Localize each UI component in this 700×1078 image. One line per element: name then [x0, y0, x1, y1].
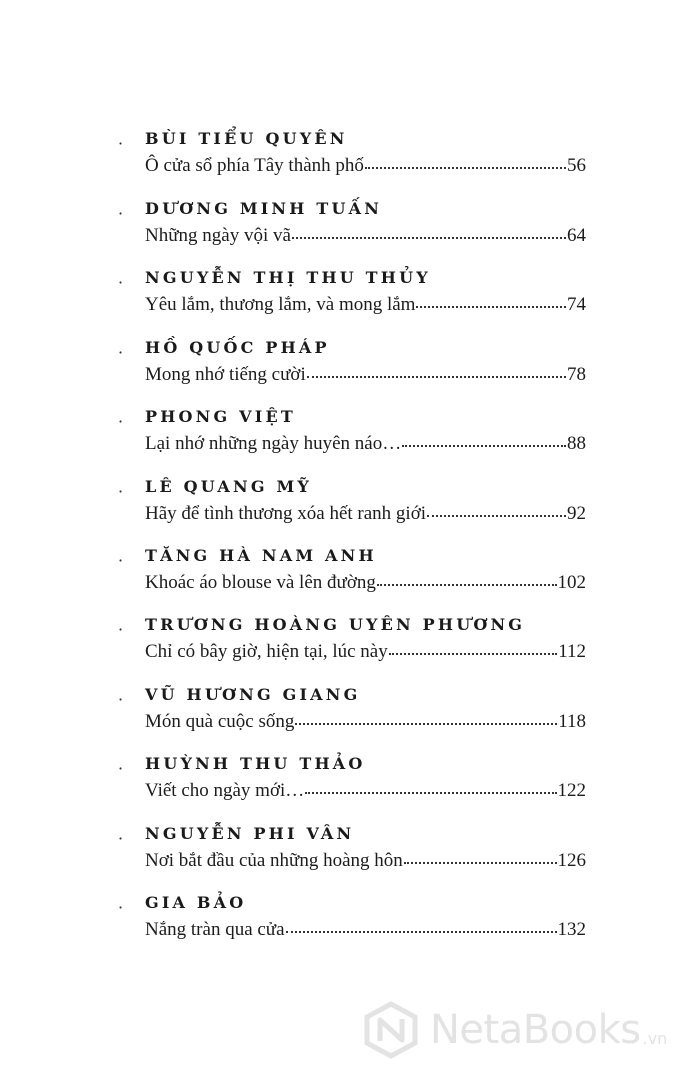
- toc-line: [145, 154, 586, 178]
- toc-entry: [0, 614, 700, 684]
- author-name: LÊ QUANG MỸ: [145, 477, 313, 496]
- toc-line: [145, 502, 586, 526]
- watermark-logo: [362, 1000, 692, 1060]
- toc-line: [145, 432, 586, 456]
- chapter-title: Nắng tràn qua cửa: [145, 919, 285, 940]
- watermark-brand: NetaBooks: [430, 1007, 641, 1053]
- bullet: ·: [118, 759, 124, 778]
- bullet: ·: [118, 412, 124, 431]
- author-name: VŨ HƯƠNG GIANG: [145, 685, 361, 704]
- author-name: TRƯƠNG HOÀNG UYÊN PHƯƠNG: [145, 615, 526, 634]
- dot-leader: [416, 305, 566, 308]
- page-number: 88: [567, 433, 586, 454]
- toc-entry: [0, 337, 700, 407]
- page-number: 78: [567, 364, 586, 385]
- toc-line: [145, 224, 586, 248]
- chapter-title: Yêu lắm, thương lắm, và mong lắm: [145, 294, 416, 315]
- toc-entry: [0, 892, 700, 962]
- chapter-title: Chỉ có bây giờ, hiện tại, lúc này: [145, 641, 388, 662]
- dot-leader: [305, 791, 556, 794]
- author-name: TĂNG HÀ NAM ANH: [145, 546, 377, 565]
- dot-leader: [377, 583, 557, 586]
- chapter-title: Khoác áo blouse và lên đường: [145, 572, 376, 593]
- bullet: ·: [118, 482, 124, 501]
- author-name: GIA BẢO: [145, 893, 247, 912]
- dot-leader: [427, 514, 566, 517]
- bullet: ·: [118, 343, 124, 362]
- dot-leader: [389, 652, 557, 655]
- dot-leader: [404, 861, 557, 864]
- bullet: ·: [118, 551, 124, 570]
- page-number: 118: [558, 711, 586, 732]
- bullet: ·: [118, 620, 124, 639]
- page-number: 112: [558, 641, 586, 662]
- chapter-title: Những ngày vội vã: [145, 225, 291, 246]
- bullet: ·: [118, 829, 124, 848]
- toc-entry: [0, 753, 700, 823]
- toc-entry: [0, 823, 700, 893]
- page-number: 102: [557, 572, 586, 593]
- toc-line: [145, 363, 586, 387]
- toc-line: [145, 918, 586, 942]
- page-number: 132: [557, 919, 586, 940]
- toc-entry: [0, 545, 700, 615]
- toc-line: [145, 293, 586, 317]
- author-name: NGUYỄN THỊ THU THỦY: [145, 268, 431, 287]
- bullet: ·: [118, 204, 124, 223]
- dot-leader: [365, 166, 566, 169]
- toc-line: [145, 710, 586, 734]
- toc-entry: [0, 267, 700, 337]
- author-name: PHONG VIỆT: [145, 407, 296, 426]
- toc-entry: [0, 198, 700, 268]
- toc-line: [145, 779, 586, 803]
- page-number: 92: [567, 503, 586, 524]
- chapter-title: Lại nhớ những ngày huyên náo…: [145, 433, 402, 454]
- toc-line: [145, 640, 586, 664]
- author-name: NGUYỄN PHI VÂN: [145, 824, 355, 843]
- page-number: 56: [567, 155, 586, 176]
- author-name: HUỲNH THU THẢO: [145, 754, 366, 773]
- toc-line: [145, 849, 586, 873]
- chapter-title: Món quà cuộc sống: [145, 711, 295, 732]
- chapter-title: Mong nhớ tiếng cười: [145, 364, 306, 385]
- bullet: ·: [118, 690, 124, 709]
- bullet: ·: [118, 898, 124, 917]
- author-name: HỒ QUỐC PHÁP: [145, 338, 330, 357]
- chapter-title: Nơi bắt đầu của những hoàng hôn: [145, 850, 403, 871]
- toc-entry: [0, 476, 700, 546]
- watermark-suffix: .vn: [642, 1028, 668, 1048]
- netabooks-logo-icon: [362, 1001, 420, 1059]
- dot-leader: [292, 236, 566, 239]
- dot-leader: [307, 375, 566, 378]
- author-name: DƯƠNG MINH TUẤN: [145, 199, 383, 218]
- page-number: 74: [567, 294, 586, 315]
- dot-leader: [295, 722, 557, 725]
- bullet: ·: [118, 134, 124, 153]
- toc-line: [145, 571, 586, 595]
- dot-leader: [402, 444, 566, 447]
- page-number: 126: [557, 850, 586, 871]
- bullet: ·: [118, 273, 124, 292]
- chapter-title: Ô cửa sổ phía Tây thành phố: [145, 155, 364, 176]
- chapter-title: Hãy để tình thương xóa hết ranh giới: [145, 503, 427, 524]
- toc-entry: [0, 684, 700, 754]
- chapter-title: Viết cho ngày mới…: [145, 780, 305, 801]
- page-number: 64: [567, 225, 586, 246]
- toc-entry: [0, 128, 700, 198]
- author-name: BÙI TIỂU QUYÊN: [145, 129, 348, 148]
- dot-leader: [286, 930, 557, 933]
- page-number: 122: [557, 780, 586, 801]
- toc-entry: [0, 406, 700, 476]
